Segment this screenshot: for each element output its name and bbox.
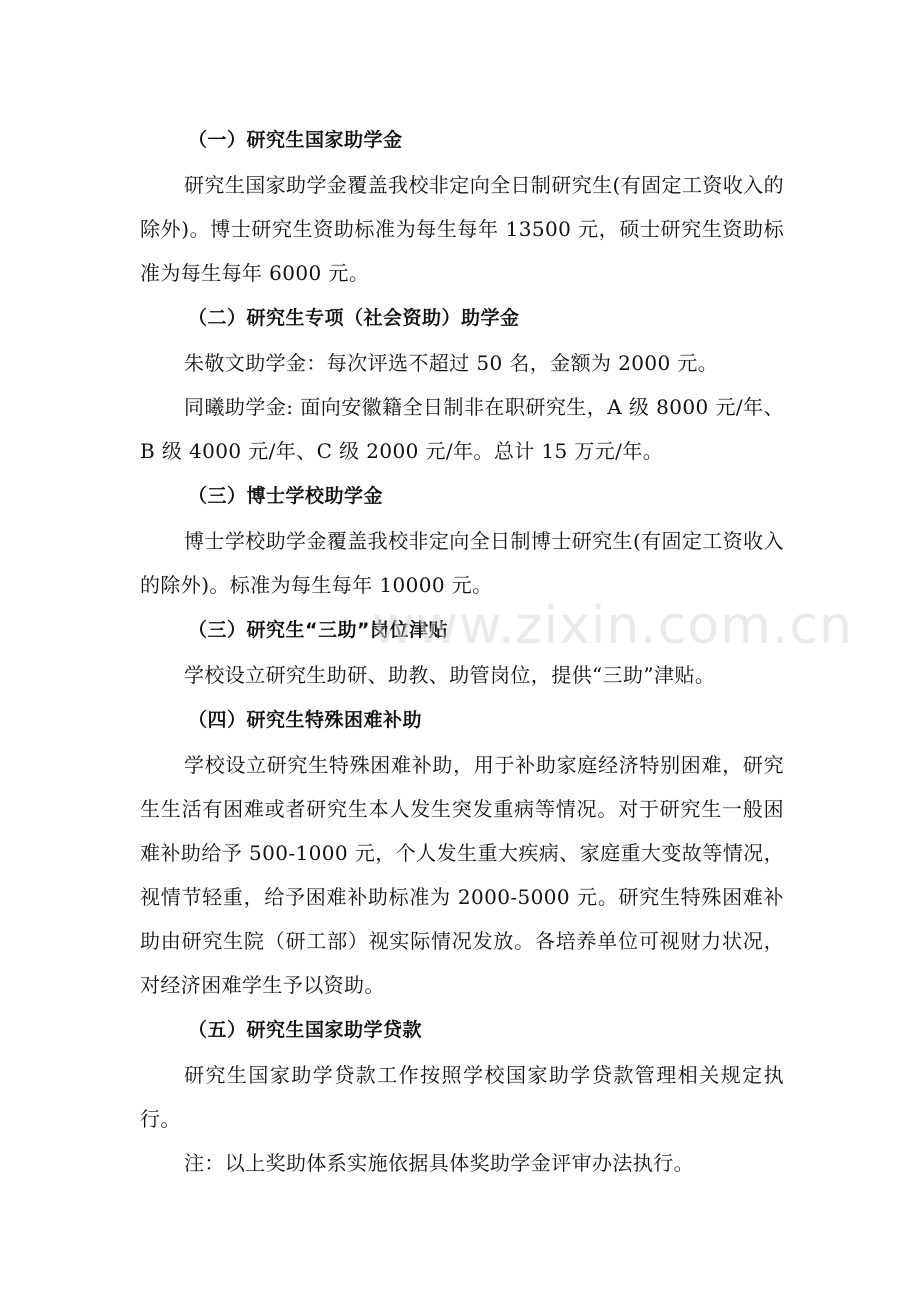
paragraph-doctoral-grant: 博士学校助学金覆盖我校非定向全日制博士研究生(有固定工资收入的除外)。标准为每生每年 10000 元。 [140,529,784,597]
section-heading-special-grant: （二）研究生专项（社会资助）助学金 [188,307,520,329]
paragraph-national-grant: 研究生国家助学金覆盖我校非定向全日制研究生(有固定工资收入的除外)。博士研究生资助标准为每生每年 13500 元，硕士研究生资助标准为每生每年 6000 元。 [140,173,784,285]
section-heading-hardship-subsidy: （四）研究生特殊困难补助 [188,709,423,731]
paragraph-hardship-subsidy: 学校设立研究生特殊困难补助，用于补助家庭经济特别困难，研究生生活有困难或者研究生本人发生突发重病等情况。对于研究生一般困难补助给予 500-1000 元，个人发生重大疾病、家庭重大变故等情况，视情节轻重，给予困难补助标准为 2000-5000 元。研究生特殊困难补助由研究生院（研工部）视实际情况发放。各培养单位可视财力状况，对经济困难学生予以资助。 [140,753,784,997]
paragraph-tongxi-grant: 同曦助学金: 面向安徽籍全日制非在职研究生，A 级 8000 元/年、B 级 4000 元/年、C 级 2000 元/年。总计 15 万元/年。 [140,395,784,463]
paragraph-student-loan: 研究生国家助学贷款工作按照学校国家助学贷款管理相关规定执行。 [140,1063,784,1131]
document-body [140,117,784,1185]
watermark: www.zixin.com.cn [372,596,853,656]
paragraph-three-assistantships: 学校设立研究生助研、助教、助管岗位，提供“三助”津贴。 [184,663,716,687]
section-heading-doctoral-grant: （三）博士学校助学金 [188,485,384,507]
section-heading-national-grant: （一）研究生国家助学金 [188,129,403,151]
section-heading-student-loan: （五）研究生国家助学贷款 [188,1019,423,1041]
paragraph-zhu-jingwen-grant: 朱敬文助学金：每次评选不超过 50 名，金额为 2000 元。 [184,351,719,375]
section-heading-three-assistantships: （三）研究生“三助”岗位津贴 [188,619,448,641]
paragraph-note: 注：以上奖助体系实施依据具体奖助学金评审办法执行。 [184,1151,694,1175]
